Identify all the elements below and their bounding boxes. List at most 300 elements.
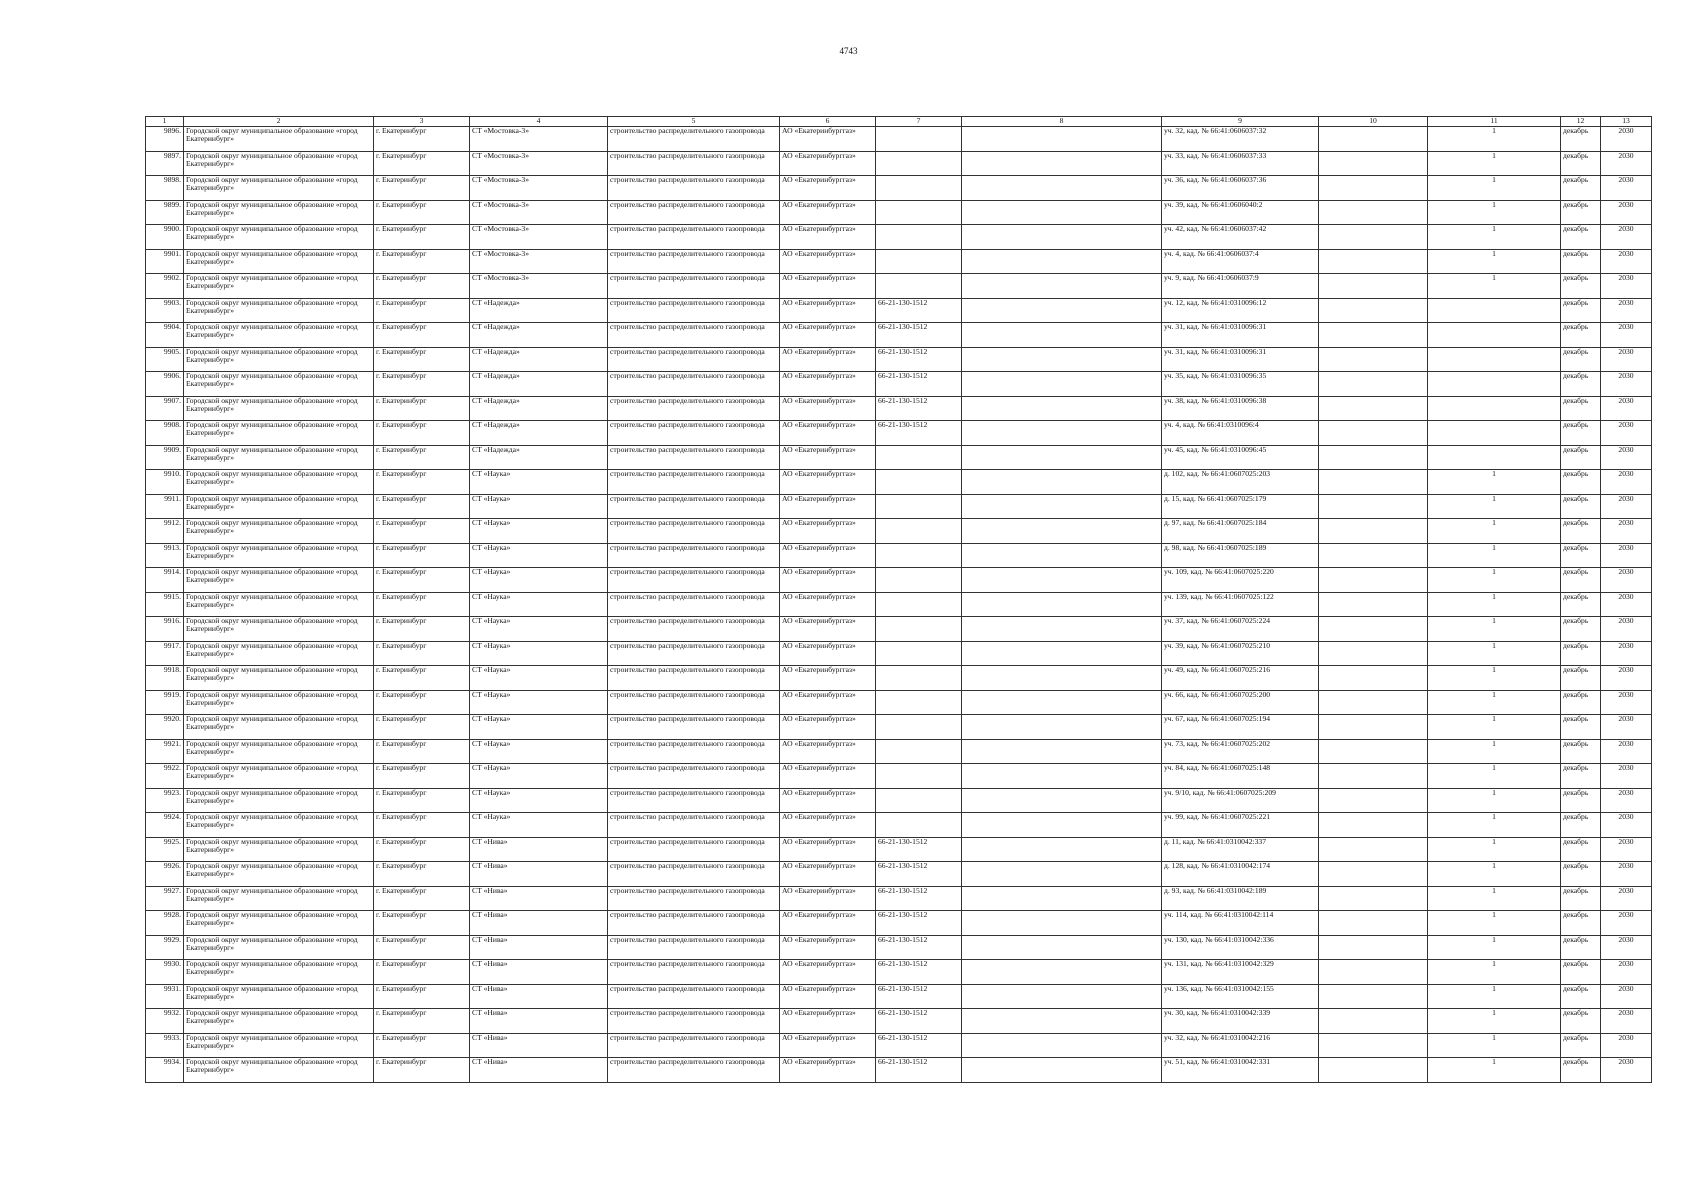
column-8-cell — [962, 935, 1162, 960]
column-8-cell — [962, 470, 1162, 495]
year-cell: 2030 — [1601, 690, 1652, 715]
row-number: 9917. — [146, 641, 184, 666]
object-cell: СТ «Надежда» — [470, 298, 608, 323]
column-8-cell — [962, 592, 1162, 617]
work-cell: строительство распределительного газопровода — [608, 1033, 780, 1058]
parcel-cell: уч. 51, кад. № 66:41:0310042:331 — [1162, 1058, 1319, 1083]
table-row — [146, 592, 1652, 617]
month-cell: декабрь — [1561, 1033, 1601, 1058]
month-cell: декабрь — [1561, 176, 1601, 201]
quantity-cell: 1 — [1428, 1009, 1561, 1034]
month-cell: декабрь — [1561, 641, 1601, 666]
quantity-cell: 1 — [1428, 862, 1561, 887]
city-cell: г. Екатеринбург — [374, 935, 470, 960]
column-8-cell — [962, 347, 1162, 372]
row-number: 9929. — [146, 935, 184, 960]
row-number: 9923. — [146, 788, 184, 813]
owner-cell: Городской округ муниципальное образование «город Екатеринбург» — [184, 347, 374, 372]
parcel-cell: уч. 114, кад. № 66:41:0310042:114 — [1162, 911, 1319, 936]
owner-cell: Городской округ муниципальное образование «город Екатеринбург» — [184, 617, 374, 642]
city-cell: г. Екатеринбург — [374, 372, 470, 397]
city-cell: г. Екатеринбург — [374, 886, 470, 911]
row-number: 9912. — [146, 519, 184, 544]
work-cell: строительство распределительного газопровода — [608, 445, 780, 470]
row-number: 9919. — [146, 690, 184, 715]
column-8-cell — [962, 837, 1162, 862]
work-cell: строительство распределительного газопровода — [608, 617, 780, 642]
year-cell: 2030 — [1601, 837, 1652, 862]
year-cell: 2030 — [1601, 960, 1652, 985]
row-number: 9924. — [146, 813, 184, 838]
work-cell: строительство распределительного газопровода — [608, 568, 780, 593]
month-cell: декабрь — [1561, 715, 1601, 740]
organization-cell: АО «Екатеринбурггаз» — [780, 592, 876, 617]
work-cell: строительство распределительного газопровода — [608, 690, 780, 715]
parcel-cell: д. 97, кад. № 66:41:0607025:184 — [1162, 519, 1319, 544]
organization-cell: АО «Екатеринбурггаз» — [780, 151, 876, 176]
code-cell: 66-21-130-1512 — [876, 1009, 962, 1034]
table-row — [146, 298, 1652, 323]
object-cell: СТ «Нива» — [470, 911, 608, 936]
object-cell: СТ «Нива» — [470, 984, 608, 1009]
row-number: 9902. — [146, 274, 184, 299]
parcel-cell: уч. 136, кад. № 66:41:0310042:155 — [1162, 984, 1319, 1009]
organization-cell: АО «Екатеринбурггаз» — [780, 862, 876, 887]
column-header: 11 — [1428, 117, 1561, 127]
column-10-cell — [1319, 617, 1428, 642]
owner-cell: Городской округ муниципальное образование «город Екатеринбург» — [184, 666, 374, 691]
column-header: 5 — [608, 117, 780, 127]
work-cell: строительство распределительного газопровода — [608, 470, 780, 495]
parcel-cell: д. 11, кад. № 66:41:0310042:337 — [1162, 837, 1319, 862]
organization-cell: АО «Екатеринбурггаз» — [780, 249, 876, 274]
quantity-cell — [1428, 323, 1561, 348]
row-number: 9911. — [146, 494, 184, 519]
object-cell: СТ «Наука» — [470, 788, 608, 813]
table-row — [146, 837, 1652, 862]
owner-cell: Городской округ муниципальное образование «город Екатеринбург» — [184, 519, 374, 544]
organization-cell: АО «Екатеринбурггаз» — [780, 568, 876, 593]
column-10-cell — [1319, 347, 1428, 372]
month-cell: декабрь — [1561, 151, 1601, 176]
object-cell: СТ «Мостовка-3» — [470, 225, 608, 250]
object-cell: СТ «Нива» — [470, 862, 608, 887]
city-cell: г. Екатеринбург — [374, 764, 470, 789]
code-cell: 66-21-130-1512 — [876, 1058, 962, 1083]
organization-cell: АО «Екатеринбурггаз» — [780, 617, 876, 642]
object-cell: СТ «Наука» — [470, 690, 608, 715]
code-cell — [876, 543, 962, 568]
column-10-cell — [1319, 396, 1428, 421]
table-row — [146, 543, 1652, 568]
organization-cell: АО «Екатеринбурггаз» — [780, 372, 876, 397]
object-cell: СТ «Надежда» — [470, 445, 608, 470]
code-cell — [876, 249, 962, 274]
code-cell — [876, 176, 962, 201]
column-10-cell — [1319, 445, 1428, 470]
city-cell: г. Екатеринбург — [374, 788, 470, 813]
owner-cell: Городской округ муниципальное образование «город Екатеринбург» — [184, 837, 374, 862]
table-row — [146, 445, 1652, 470]
owner-cell: Городской округ муниципальное образование «город Екатеринбург» — [184, 200, 374, 225]
column-8-cell — [962, 445, 1162, 470]
month-cell: декабрь — [1561, 396, 1601, 421]
object-cell: СТ «Мостовка-3» — [470, 151, 608, 176]
column-10-cell — [1319, 739, 1428, 764]
table-row — [146, 1033, 1652, 1058]
parcel-cell: уч. 33, кад. № 66:41:0606037:33 — [1162, 151, 1319, 176]
row-number: 9907. — [146, 396, 184, 421]
parcel-cell: уч. 9/10, кад. № 66:41:0607025:209 — [1162, 788, 1319, 813]
parcel-cell: уч. 9, кад. № 66:41:0606037:9 — [1162, 274, 1319, 299]
column-8-cell — [962, 176, 1162, 201]
quantity-cell — [1428, 445, 1561, 470]
work-cell: строительство распределительного газопровода — [608, 347, 780, 372]
column-8-cell — [962, 666, 1162, 691]
row-number: 9920. — [146, 715, 184, 740]
month-cell: декабрь — [1561, 445, 1601, 470]
row-number: 9903. — [146, 298, 184, 323]
owner-cell: Городской округ муниципальное образование «город Екатеринбург» — [184, 813, 374, 838]
code-cell: 66-21-130-1512 — [876, 347, 962, 372]
object-cell: СТ «Нива» — [470, 837, 608, 862]
column-8-cell — [962, 151, 1162, 176]
parcel-cell: уч. 31, кад. № 66:41:0310096:31 — [1162, 323, 1319, 348]
object-cell: СТ «Наука» — [470, 494, 608, 519]
quantity-cell: 1 — [1428, 568, 1561, 593]
code-cell: 66-21-130-1512 — [876, 911, 962, 936]
object-cell: СТ «Нива» — [470, 1009, 608, 1034]
parcel-cell: уч. 32, кад. № 66:41:0606037:32 — [1162, 127, 1319, 152]
row-number: 9898. — [146, 176, 184, 201]
column-8-cell — [962, 200, 1162, 225]
owner-cell: Городской округ муниципальное образование «город Екатеринбург» — [184, 935, 374, 960]
column-8-cell — [962, 690, 1162, 715]
organization-cell: АО «Екатеринбурггаз» — [780, 519, 876, 544]
month-cell: декабрь — [1561, 813, 1601, 838]
parcel-cell: уч. 31, кад. № 66:41:0310096:31 — [1162, 347, 1319, 372]
work-cell: строительство распределительного газопровода — [608, 396, 780, 421]
code-cell: 66-21-130-1512 — [876, 837, 962, 862]
object-cell: СТ «Наука» — [470, 813, 608, 838]
city-cell: г. Екатеринбург — [374, 494, 470, 519]
column-10-cell — [1319, 813, 1428, 838]
column-8-cell — [962, 372, 1162, 397]
parcel-cell: д. 128, кад. № 66:41:0310042:174 — [1162, 862, 1319, 887]
column-8-cell — [962, 1033, 1162, 1058]
owner-cell: Городской округ муниципальное образование «город Екатеринбург» — [184, 445, 374, 470]
organization-cell: АО «Екатеринбурггаз» — [780, 960, 876, 985]
city-cell: г. Екатеринбург — [374, 641, 470, 666]
month-cell: декабрь — [1561, 935, 1601, 960]
parcel-cell: уч. 4, кад. № 66:41:0606037:4 — [1162, 249, 1319, 274]
organization-cell: АО «Екатеринбурггаз» — [780, 911, 876, 936]
work-cell: строительство распределительного газопровода — [608, 764, 780, 789]
code-cell — [876, 617, 962, 642]
year-cell: 2030 — [1601, 617, 1652, 642]
object-cell: СТ «Мостовка-3» — [470, 176, 608, 201]
work-cell: строительство распределительного газопровода — [608, 298, 780, 323]
row-number: 9933. — [146, 1033, 184, 1058]
organization-cell: АО «Екатеринбурггаз» — [780, 690, 876, 715]
organization-cell: АО «Екатеринбурггаз» — [780, 176, 876, 201]
column-8-cell — [962, 249, 1162, 274]
object-cell: СТ «Нива» — [470, 935, 608, 960]
year-cell: 2030 — [1601, 372, 1652, 397]
table-row — [146, 960, 1652, 985]
code-cell: 66-21-130-1512 — [876, 960, 962, 985]
city-cell: г. Екатеринбург — [374, 666, 470, 691]
owner-cell: Городской округ муниципальное образование «город Екатеринбург» — [184, 396, 374, 421]
column-10-cell — [1319, 641, 1428, 666]
table-row — [146, 813, 1652, 838]
organization-cell: АО «Екатеринбурггаз» — [780, 543, 876, 568]
year-cell: 2030 — [1601, 984, 1652, 1009]
year-cell: 2030 — [1601, 862, 1652, 887]
parcel-cell: уч. 131, кад. № 66:41:0310042:329 — [1162, 960, 1319, 985]
city-cell: г. Екатеринбург — [374, 1009, 470, 1034]
object-cell: СТ «Наука» — [470, 715, 608, 740]
table-row — [146, 788, 1652, 813]
table-row — [146, 617, 1652, 642]
code-cell — [876, 200, 962, 225]
organization-cell: АО «Екатеринбурггаз» — [780, 1009, 876, 1034]
work-cell: строительство распределительного газопровода — [608, 886, 780, 911]
quantity-cell: 1 — [1428, 592, 1561, 617]
table-row — [146, 1009, 1652, 1034]
table-row — [146, 249, 1652, 274]
code-cell — [876, 788, 962, 813]
city-cell: г. Екатеринбург — [374, 274, 470, 299]
quantity-cell: 1 — [1428, 470, 1561, 495]
column-8-cell — [962, 494, 1162, 519]
quantity-cell: 1 — [1428, 984, 1561, 1009]
year-cell: 2030 — [1601, 421, 1652, 446]
object-cell: СТ «Надежда» — [470, 421, 608, 446]
row-number: 9927. — [146, 886, 184, 911]
table-row — [146, 886, 1652, 911]
row-number: 9905. — [146, 347, 184, 372]
city-cell: г. Екатеринбург — [374, 911, 470, 936]
year-cell: 2030 — [1601, 151, 1652, 176]
city-cell: г. Екатеринбург — [374, 690, 470, 715]
year-cell: 2030 — [1601, 225, 1652, 250]
column-8-cell — [962, 298, 1162, 323]
work-cell: строительство распределительного газопровода — [608, 421, 780, 446]
month-cell: декабрь — [1561, 592, 1601, 617]
object-cell: СТ «Надежда» — [470, 396, 608, 421]
owner-cell: Городской округ муниципальное образование «город Екатеринбург» — [184, 690, 374, 715]
owner-cell: Городской округ муниципальное образование «город Екатеринбург» — [184, 225, 374, 250]
row-number: 9904. — [146, 323, 184, 348]
quantity-cell: 1 — [1428, 715, 1561, 740]
month-cell: декабрь — [1561, 862, 1601, 887]
year-cell: 2030 — [1601, 396, 1652, 421]
column-10-cell — [1319, 323, 1428, 348]
owner-cell: Городской округ муниципальное образование «город Екатеринбург» — [184, 788, 374, 813]
code-cell: 66-21-130-1512 — [876, 298, 962, 323]
column-header: 10 — [1319, 117, 1428, 127]
code-cell: 66-21-130-1512 — [876, 935, 962, 960]
column-8-cell — [962, 911, 1162, 936]
quantity-cell: 1 — [1428, 249, 1561, 274]
owner-cell: Городской округ муниципальное образование «город Екатеринбург» — [184, 1009, 374, 1034]
table-row — [146, 984, 1652, 1009]
organization-cell: АО «Екатеринбурггаз» — [780, 127, 876, 152]
owner-cell: Городской округ муниципальное образование «город Екатеринбург» — [184, 862, 374, 887]
city-cell: г. Екатеринбург — [374, 813, 470, 838]
column-8-cell — [962, 739, 1162, 764]
quantity-cell: 1 — [1428, 935, 1561, 960]
quantity-cell: 1 — [1428, 200, 1561, 225]
year-cell: 2030 — [1601, 739, 1652, 764]
code-cell — [876, 568, 962, 593]
city-cell: г. Екатеринбург — [374, 200, 470, 225]
year-cell: 2030 — [1601, 249, 1652, 274]
quantity-cell: 1 — [1428, 274, 1561, 299]
column-10-cell — [1319, 690, 1428, 715]
month-cell: декабрь — [1561, 323, 1601, 348]
city-cell: г. Екатеринбург — [374, 960, 470, 985]
table-row — [146, 225, 1652, 250]
quantity-cell: 1 — [1428, 151, 1561, 176]
month-cell: декабрь — [1561, 127, 1601, 152]
column-header: 7 — [876, 117, 962, 127]
code-cell — [876, 494, 962, 519]
organization-cell: АО «Екатеринбурггаз» — [780, 274, 876, 299]
quantity-cell: 1 — [1428, 641, 1561, 666]
work-cell: строительство распределительного газопровода — [608, 372, 780, 397]
parcel-cell: уч. 36, кад. № 66:41:0606037:36 — [1162, 176, 1319, 201]
table-row — [146, 421, 1652, 446]
column-8-cell — [962, 641, 1162, 666]
work-cell: строительство распределительного газопровода — [608, 641, 780, 666]
table-row — [146, 372, 1652, 397]
column-8-cell — [962, 519, 1162, 544]
table-row — [146, 690, 1652, 715]
work-cell: строительство распределительного газопровода — [608, 494, 780, 519]
column-8-cell — [962, 813, 1162, 838]
city-cell: г. Екатеринбург — [374, 323, 470, 348]
owner-cell: Городской округ муниципальное образование «город Екатеринбург» — [184, 960, 374, 985]
row-number: 9925. — [146, 837, 184, 862]
work-cell: строительство распределительного газопровода — [608, 592, 780, 617]
quantity-cell: 1 — [1428, 176, 1561, 201]
parcel-cell: уч. 4, кад. № 66:41:0310096:4 — [1162, 421, 1319, 446]
quantity-cell — [1428, 421, 1561, 446]
parcel-cell: уч. 67, кад. № 66:41:0607025:194 — [1162, 715, 1319, 740]
work-cell: строительство распределительного газопровода — [608, 862, 780, 887]
row-number: 9897. — [146, 151, 184, 176]
owner-cell: Городской округ муниципальное образование «город Екатеринбург» — [184, 715, 374, 740]
work-cell: строительство распределительного газопровода — [608, 715, 780, 740]
owner-cell: Городской округ муниципальное образование «город Екатеринбург» — [184, 1033, 374, 1058]
row-number: 9913. — [146, 543, 184, 568]
month-cell: декабрь — [1561, 886, 1601, 911]
month-cell: декабрь — [1561, 543, 1601, 568]
year-cell: 2030 — [1601, 1058, 1652, 1083]
column-10-cell — [1319, 984, 1428, 1009]
quantity-cell: 1 — [1428, 837, 1561, 862]
parcel-cell: уч. 30, кад. № 66:41:0310042:339 — [1162, 1009, 1319, 1034]
table-header — [146, 117, 1652, 127]
column-8-cell — [962, 764, 1162, 789]
owner-cell: Городской округ муниципальное образование «город Екатеринбург» — [184, 274, 374, 299]
year-cell: 2030 — [1601, 592, 1652, 617]
column-8-cell — [962, 1009, 1162, 1034]
row-number: 9909. — [146, 445, 184, 470]
year-cell: 2030 — [1601, 127, 1652, 152]
city-cell: г. Екатеринбург — [374, 568, 470, 593]
object-cell: СТ «Нива» — [470, 886, 608, 911]
organization-cell: АО «Екатеринбурггаз» — [780, 298, 876, 323]
object-cell: СТ «Мостовка-3» — [470, 200, 608, 225]
column-10-cell — [1319, 568, 1428, 593]
parcel-cell: д. 93, кад. № 66:41:0310042:189 — [1162, 886, 1319, 911]
row-number: 9921. — [146, 739, 184, 764]
quantity-cell — [1428, 298, 1561, 323]
code-cell — [876, 813, 962, 838]
register-table — [145, 116, 1652, 1083]
organization-cell: АО «Екатеринбурггаз» — [780, 1058, 876, 1083]
row-number: 9915. — [146, 592, 184, 617]
code-cell — [876, 666, 962, 691]
column-10-cell — [1319, 494, 1428, 519]
column-10-cell — [1319, 225, 1428, 250]
parcel-cell: д. 98, кад. № 66:41:0607025:189 — [1162, 543, 1319, 568]
quantity-cell: 1 — [1428, 788, 1561, 813]
column-10-cell — [1319, 298, 1428, 323]
table-row — [146, 739, 1652, 764]
quantity-cell: 1 — [1428, 519, 1561, 544]
organization-cell: АО «Екатеринбурггаз» — [780, 715, 876, 740]
organization-cell: АО «Екатеринбурггаз» — [780, 788, 876, 813]
work-cell: строительство распределительного газопровода — [608, 127, 780, 152]
column-10-cell — [1319, 1058, 1428, 1083]
quantity-cell — [1428, 347, 1561, 372]
month-cell: декабрь — [1561, 470, 1601, 495]
table-row — [146, 274, 1652, 299]
organization-cell: АО «Екатеринбурггаз» — [780, 813, 876, 838]
column-10-cell — [1319, 837, 1428, 862]
column-8-cell — [962, 396, 1162, 421]
quantity-cell: 1 — [1428, 960, 1561, 985]
row-number: 9934. — [146, 1058, 184, 1083]
work-cell: строительство распределительного газопровода — [608, 1009, 780, 1034]
parcel-cell: д. 15, кад. № 66:41:0607025:179 — [1162, 494, 1319, 519]
month-cell: декабрь — [1561, 249, 1601, 274]
object-cell: СТ «Наука» — [470, 543, 608, 568]
code-cell — [876, 739, 962, 764]
year-cell: 2030 — [1601, 323, 1652, 348]
object-cell: СТ «Надежда» — [470, 372, 608, 397]
code-cell — [876, 151, 962, 176]
code-cell — [876, 225, 962, 250]
parcel-cell: уч. 139, кад. № 66:41:0607025:122 — [1162, 592, 1319, 617]
column-8-cell — [962, 984, 1162, 1009]
column-8-cell — [962, 960, 1162, 985]
owner-cell: Городской округ муниципальное образование «город Екатеринбург» — [184, 641, 374, 666]
city-cell: г. Екатеринбург — [374, 1033, 470, 1058]
owner-cell: Городской округ муниципальное образование «город Екатеринбург» — [184, 151, 374, 176]
quantity-cell: 1 — [1428, 911, 1561, 936]
table-row — [146, 347, 1652, 372]
column-header: 9 — [1162, 117, 1319, 127]
month-cell: декабрь — [1561, 617, 1601, 642]
column-8-cell — [962, 274, 1162, 299]
city-cell: г. Екатеринбург — [374, 837, 470, 862]
object-cell: СТ «Нива» — [470, 1033, 608, 1058]
